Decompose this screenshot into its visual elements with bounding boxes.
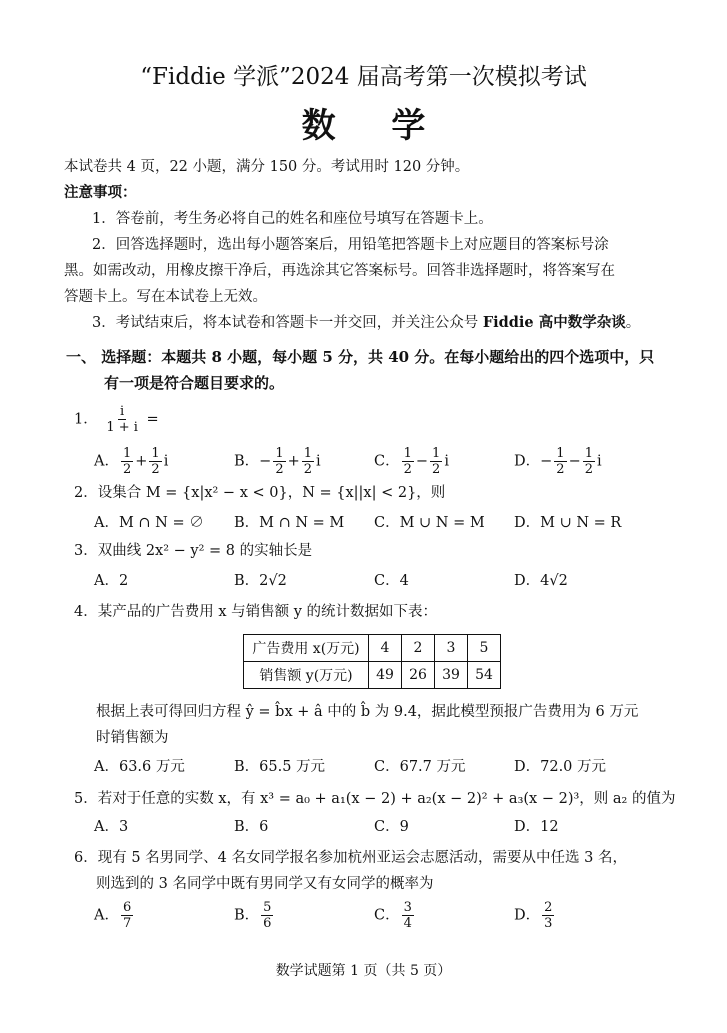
q6-option-d[interactable] <box>514 900 556 931</box>
q1-option-b[interactable]: B．− $\frac{1}{2}$ + $\frac{1}{2}$ i <box>234 446 321 477</box>
q6-b-frac: $\frac{5}{6}$ <box>263 900 272 931</box>
table-cell: 54 <box>468 662 501 689</box>
q1-option-a-label: A． <box>94 453 119 470</box>
q1-a-frac1: $\frac{1}{2}$ <box>122 446 132 477</box>
q1-d-frac2: $\frac{1}{2}$ <box>584 446 594 477</box>
q1-b-frac2: $\frac{1}{2}$ <box>303 446 313 477</box>
table-cell: 3 <box>435 635 468 662</box>
q2-option-b[interactable]: B．M ∩ N = M <box>234 515 345 531</box>
question-5: 5．若对于任意的实数 x，有 x³ = a₀ + a₁(x − 2) + a₂(x − 2)² + a₃(x − 2)³，则 a₂ 的值为 <box>74 791 676 807</box>
q1-equals: = <box>146 411 159 428</box>
note-3-end: 。 <box>625 315 641 331</box>
q1-b-frac1: $\frac{1}{2}$ <box>275 446 284 477</box>
question-6-cont: 则选到的 3 名同学中既有男同学又有女同学的概率为 <box>96 876 434 892</box>
q1-option-c-label: C． <box>374 453 400 470</box>
q4-body-line2: 时销售额为 <box>96 730 169 746</box>
q4-option-d[interactable]: D．72.0 万元 <box>514 759 607 775</box>
table-row <box>244 662 501 689</box>
ad-sales-table <box>243 634 501 689</box>
question-6: 6．现有 5 名男同学、4 名女同学报名参加杭州亚运会志愿活动，需要从中任选 3 名， <box>74 850 627 866</box>
exam-title: “Fiddie 学派”2024 届高考第一次模拟考试 <box>140 64 587 90</box>
q4-option-c[interactable]: C．67.7 万元 <box>374 759 466 775</box>
q6-d-frac: $\frac{2}{3}$ <box>544 900 553 931</box>
q1-c-frac2: $\frac{1}{2}$ <box>432 446 441 477</box>
q1-option-d-label: D． <box>514 453 541 470</box>
q1-numerator: i <box>120 404 125 419</box>
q1-d-frac1: $\frac{1}{2}$ <box>556 446 565 477</box>
table-cell: 26 <box>402 662 435 689</box>
q5-option-d[interactable]: D．12 <box>514 819 559 835</box>
exam-summary: 本试卷共 4 页，22 小题，满分 150 分。考试用时 120 分钟。 <box>64 159 470 175</box>
q1-a-frac2: $\frac{1}{2}$ <box>151 446 160 477</box>
section-heading-cont: 有一项是符合题目要求的。 <box>104 374 285 392</box>
q1-option-b-label: B． <box>234 453 260 470</box>
q4-option-b[interactable]: B．65.5 万元 <box>234 759 326 775</box>
q6-option-a-label: A． <box>94 907 119 924</box>
section-heading: 一、 选择题：本题共 8 小题，每小题 5 分，共 40 分。在每小题给出的四个选项中，只 <box>66 348 655 366</box>
q6-option-a[interactable] <box>94 900 135 931</box>
q1-option-d[interactable]: D．− $\frac{1}{2}$ − $\frac{1}{2}$ i <box>514 446 602 477</box>
question-4: 4．某产品的广告费用 x 与销售额 y 的统计数据如下表： <box>74 604 438 620</box>
table-cell: 39 <box>435 662 468 689</box>
note-3 <box>92 313 640 333</box>
q1-number: 1． <box>74 411 98 428</box>
q2-option-a[interactable]: A．M ∩ N = ∅ <box>94 515 204 531</box>
account-name: Fiddie 高中数学杂谈 <box>482 314 626 331</box>
q4-body-line1: 根据上表可得回归方程 ŷ = b̂x + â 中的 b̂ 为 9.4，据此模型预报广告费用为 6 万元 <box>96 704 639 720</box>
q3-option-c[interactable]: C．4 <box>374 573 409 589</box>
note-2-line2: 黑。如需改动，用橡皮擦干净后，再选涂其它答案标号。回答非选择题时，将答案写在 <box>64 263 615 279</box>
question-1 <box>74 404 159 435</box>
q6-c-frac: $\frac{3}{4}$ <box>403 900 412 931</box>
note-3-text: 3．考试结束后，将本试卷和答题卡一并交回，并关注公众号 <box>92 315 483 331</box>
table-header-cell: 广告费用 x(万元) <box>244 635 369 662</box>
table-row <box>244 635 501 662</box>
q3-option-b[interactable]: B．2√2 <box>234 573 287 589</box>
q6-option-b-label: B． <box>234 907 260 924</box>
page-footer: 数学试题第 1 页（共 5 页） <box>275 963 452 979</box>
subject-title: 数 学 <box>301 106 448 146</box>
note-1: 1．答卷前，考生务必将自己的姓名和座位号填写在答题卡上。 <box>92 211 493 227</box>
q3-option-a[interactable]: A．2 <box>94 573 129 589</box>
q2-option-d[interactable]: D．M ∪ N = R <box>514 515 622 531</box>
table-cell: 49 <box>369 662 402 689</box>
q1-c-frac1: $\frac{1}{2}$ <box>403 446 412 477</box>
notice-title: 注意事项： <box>64 184 137 201</box>
note-2-line1: 2．回答选择题时，选出每小题答案后，用铅笔把答题卡上对应题目的答案标号涂 <box>92 237 609 253</box>
q5-option-a[interactable]: A．3 <box>94 819 129 835</box>
table-header-cell: 销售额 y(万元) <box>244 662 369 689</box>
question-3: 3．双曲线 2x² − y² = 8 的实轴长是 <box>74 543 313 559</box>
q5-option-c[interactable]: C．9 <box>374 819 409 835</box>
q6-a-frac: $\frac{6}{7}$ <box>122 900 132 931</box>
q4-option-a[interactable]: A．63.6 万元 <box>94 759 185 775</box>
q6-option-c-label: C． <box>374 907 400 924</box>
question-2: 2．设集合 M = {x|x² − x < 0}，N = {x||x| < 2}，则 <box>74 485 446 501</box>
q1-fraction <box>104 404 140 435</box>
q3-option-d[interactable]: D．4√2 <box>514 573 568 589</box>
note-2-line3: 答题卡上。写在本试卷上无效。 <box>64 289 267 305</box>
q2-option-c[interactable]: C．M ∪ N = M <box>374 515 485 531</box>
q6-option-b[interactable] <box>234 900 275 931</box>
q1-denominator: 1 + i <box>106 420 138 435</box>
q1-option-a[interactable]: A． $\frac{1}{2}$ + $\frac{1}{2}$ i <box>94 446 169 477</box>
table-cell: 2 <box>402 635 435 662</box>
q5-option-b[interactable]: B．6 <box>234 819 269 835</box>
q6-option-c[interactable] <box>374 900 416 931</box>
table-cell: 5 <box>468 635 501 662</box>
table-cell: 4 <box>369 635 402 662</box>
q1-option-c[interactable]: C． $\frac{1}{2}$ − $\frac{1}{2}$ i <box>374 446 449 477</box>
q6-option-d-label: D． <box>514 907 541 924</box>
